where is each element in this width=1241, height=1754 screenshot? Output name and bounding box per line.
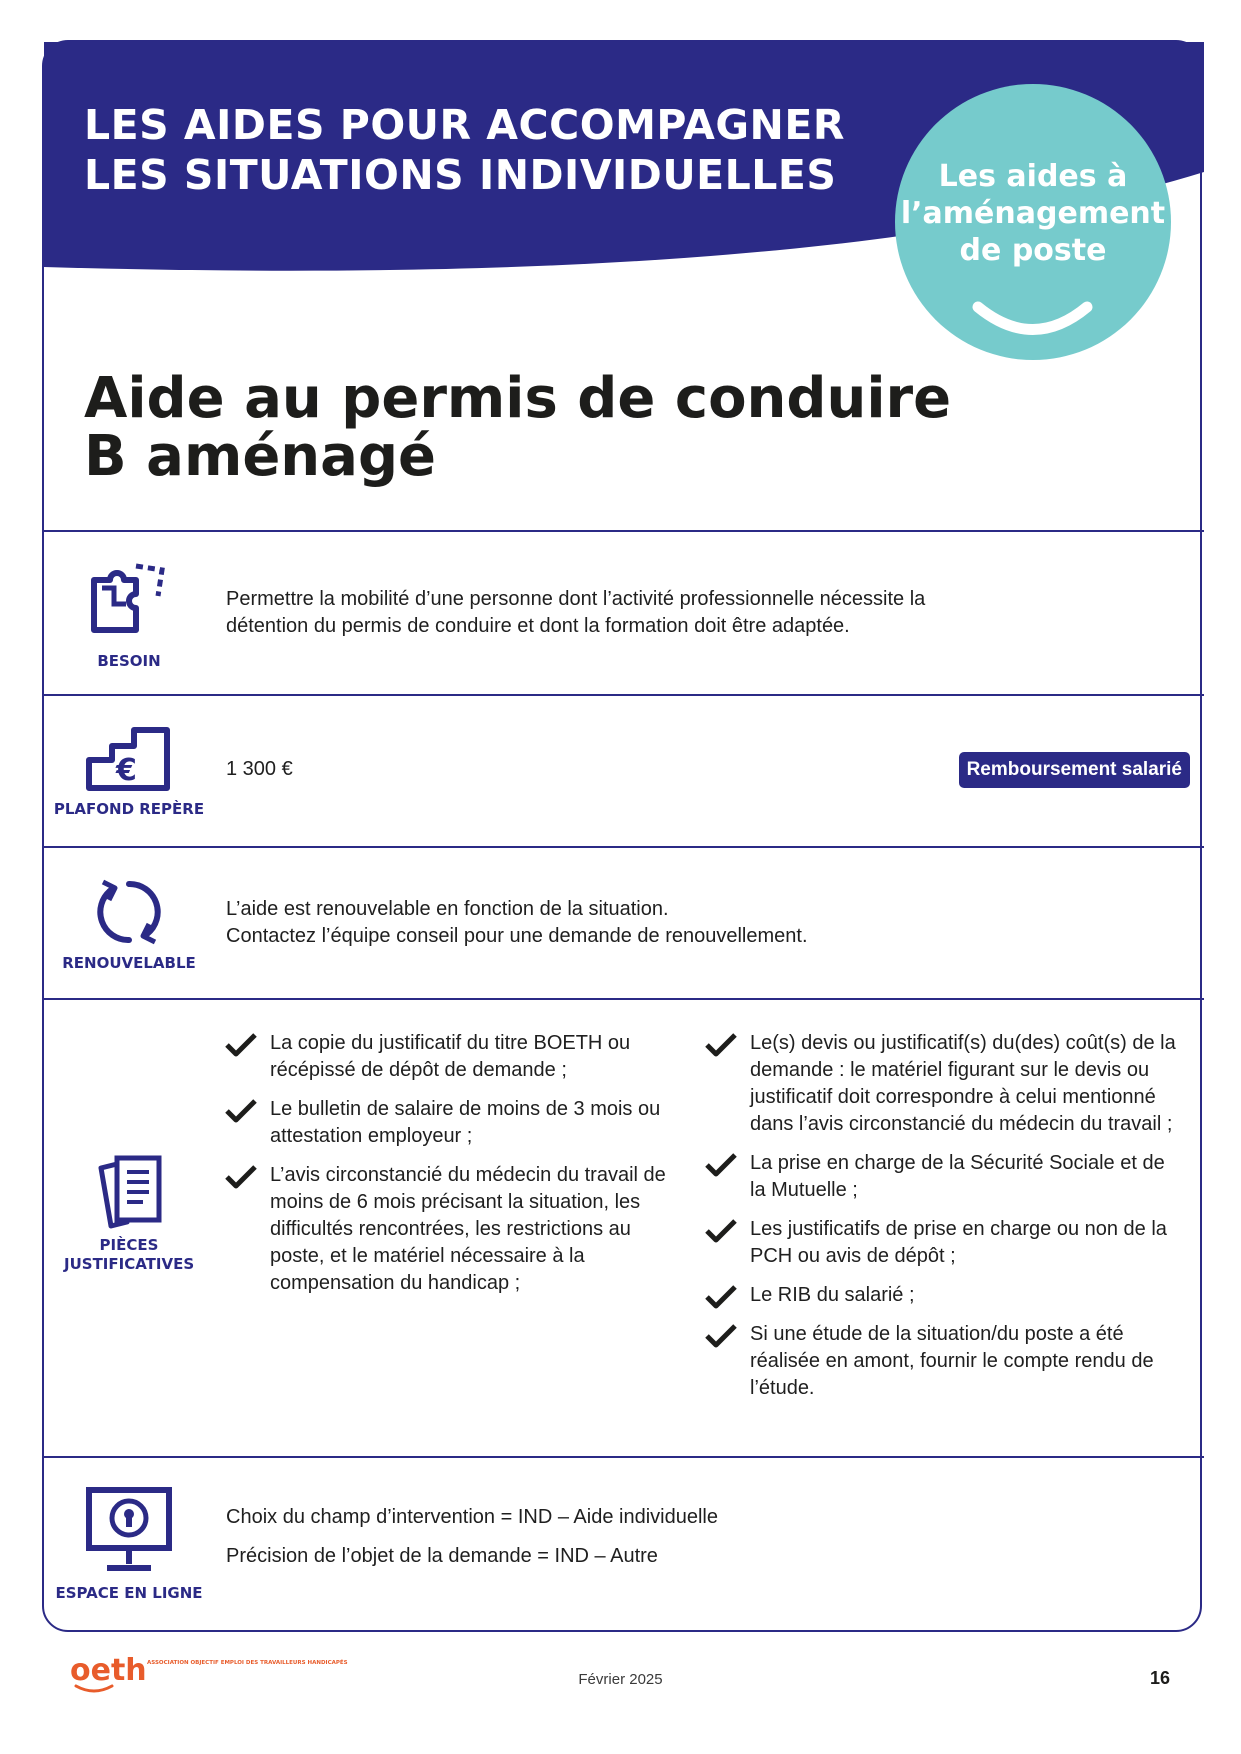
espace-line1: Choix du champ d’intervention = IND – Aide individuelle (226, 1506, 718, 1528)
plafond-block (44, 724, 214, 819)
aid-sheet-card (42, 40, 1202, 1632)
documents-icon (89, 1150, 169, 1230)
list-item: La copie du justificatif du titre BOETH ou récépissé de dépôt de demande ; (224, 1030, 674, 1084)
check-icon (224, 1098, 258, 1124)
espace-block (44, 1486, 214, 1603)
row-plafond (44, 694, 1204, 846)
row-renouvelable (44, 846, 1204, 998)
renouvelable-line1: L’aide est renouvelable en fonction de la situation. (226, 898, 669, 920)
list-item: Le bulletin de salaire de moins de 3 mois ou attestation employeur ; (224, 1096, 674, 1150)
row-besoin (44, 530, 1204, 694)
row-espace (44, 1456, 1204, 1634)
check-icon (224, 1164, 258, 1190)
svg-text:€: € (116, 753, 137, 788)
row-pieces (44, 998, 1204, 1456)
check-icon (704, 1032, 738, 1058)
svg-text:oeth: oeth (70, 1653, 147, 1688)
plafond-label: PLAFOND REPÈRE (53, 800, 205, 818)
list-item: Si une étude de la situation/du poste a été réalisée en amont, fournir le compte rendu de l’étude. (704, 1321, 1184, 1402)
smile-icon (895, 84, 1171, 360)
pieces-block (44, 1150, 214, 1274)
refresh-icon (89, 876, 169, 948)
puzzle-icon (84, 556, 174, 646)
list-item: La prise en charge de la Sécurité Sociale et de la Mutuelle ; (704, 1150, 1184, 1204)
list-item: Le RIB du salarié ; (704, 1282, 1184, 1309)
list-item: Le(s) devis ou justificatif(s) du(des) coût(s) de la demande : le matériel figurant sur le devis ou justificatif doit correspondre à celui mentionné dans l’avis circonstancié du médecin du travail ; (704, 1030, 1184, 1138)
besoin-label: BESOIN (97, 652, 161, 670)
check-icon (704, 1284, 738, 1310)
list-item: Les justificatifs de prise en charge ou non de la PCH ou avis de dépôt ; (704, 1216, 1184, 1270)
monitor-lock-icon (83, 1486, 175, 1578)
check-icon (704, 1218, 738, 1244)
besoin-block (44, 556, 214, 671)
check-icon (704, 1323, 738, 1349)
page-number: 16 (1150, 1668, 1171, 1688)
badge-text: Les aides à l’aménagement de poste (900, 159, 1166, 268)
check-icon (704, 1152, 738, 1178)
header-banner (44, 42, 1204, 342)
svg-text:ASSOCIATION OBJECTIF EMPLOI DE: ASSOCIATION OBJECTIF EMPLOI DES TRAVAILLEURS HANDICAPÉS (147, 1660, 348, 1666)
plafond-amount: 1 300 € (226, 758, 293, 780)
espace-label: ESPACE EN LIGNE (55, 1584, 203, 1602)
euro-stairs-icon (84, 724, 174, 794)
pieces-label: PIÈCES JUSTIFICATIVES (64, 1236, 195, 1273)
renouvelable-label: RENOUVELABLE (62, 954, 196, 972)
section-title: LES AIDES POUR ACCOMPAGNER LES SITUATIONS INDIVIDUELLES (84, 101, 845, 199)
espace-line2: Précision de l’objet de la demande = IND – Autre (226, 1545, 658, 1567)
besoin-text: Permettre la mobilité d’une personne dont l’activité professionnelle nécessite la détention du permis de conduire et dont la formation doit être adaptée. (226, 588, 926, 637)
page-title: Aide au permis de conduire B aménagé (84, 366, 952, 489)
pieces-list-left (224, 1030, 674, 1309)
list-item: L’avis circonstancié du médecin du travail de moins de 6 mois précisant la situation, les difficultés rencontrées, les restrictions au poste, et le matériel nécessaire à la compensation du handicap ; (224, 1162, 674, 1297)
renouvelable-line2: Contactez l’équipe conseil pour une demande de renouvellement. (226, 925, 808, 947)
pieces-list-right (704, 1030, 1184, 1414)
check-icon (224, 1032, 258, 1058)
category-badge (895, 84, 1171, 360)
footer-date: Février 2025 (578, 1671, 663, 1688)
reimbursement-tag: Remboursement salarié (959, 752, 1190, 788)
renouvelable-block (44, 876, 214, 973)
